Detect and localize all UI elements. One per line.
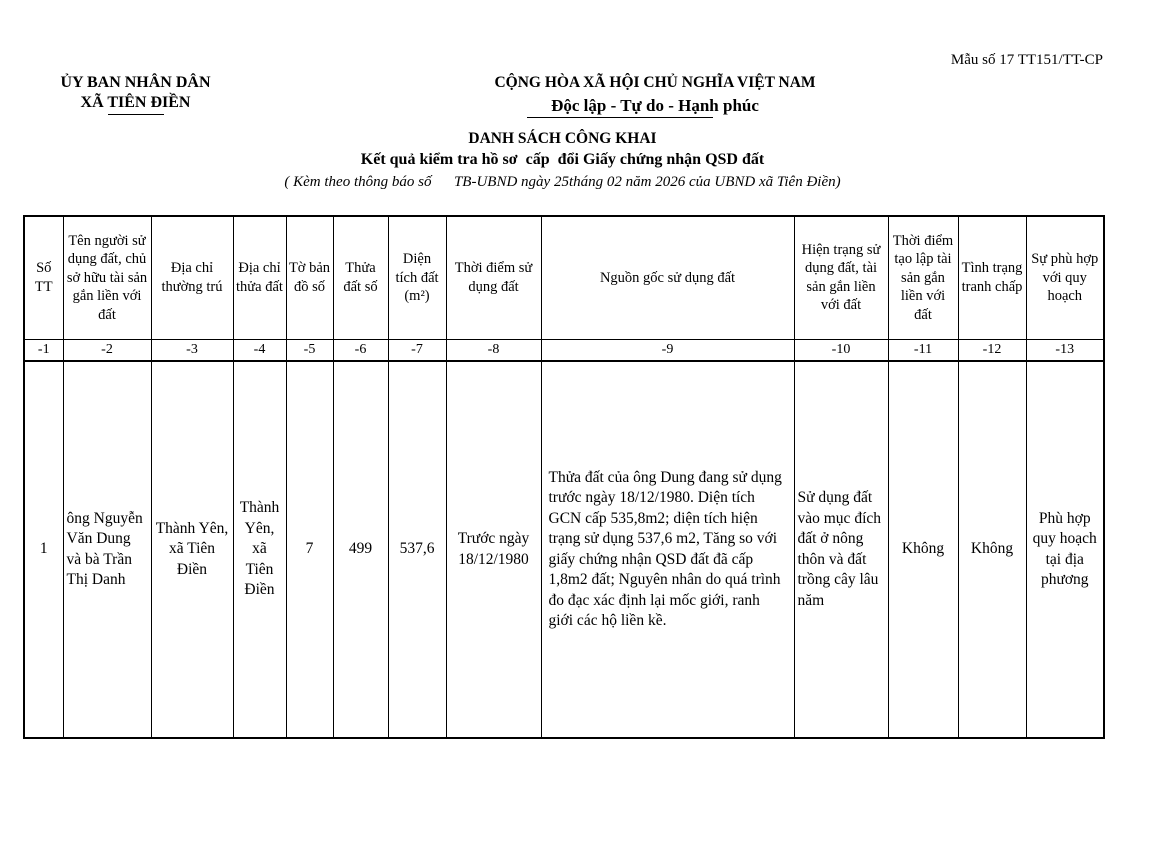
col-number-cell: -13 xyxy=(1026,339,1104,361)
col-number-cell: -12 xyxy=(958,339,1026,361)
cell-map-sheet: 7 xyxy=(286,361,333,738)
cell-stt: 1 xyxy=(24,361,63,738)
col-number-cell: -7 xyxy=(388,339,446,361)
table-header-row xyxy=(24,216,1104,339)
header-cell-dispute: Tình trạng tranh chấp xyxy=(958,216,1026,339)
cell-parcel-number: 499 xyxy=(333,361,388,738)
public-list-table xyxy=(23,215,1105,739)
col-number-cell: -10 xyxy=(794,339,888,361)
header-cell-use-time: Thời điểm sử dụng đất xyxy=(446,216,541,339)
cell-residence: Thành Yên, xã Tiên Điền xyxy=(151,361,233,738)
header-cell-parcel-address: Địa chỉ thửa đất xyxy=(233,216,286,339)
header-cell-landuser: Tên người sử dụng đất, chủ sở hữu tài sản gắn liền với đất xyxy=(63,216,151,339)
cell-origin: Thửa đất của ông Dung đang sử dụng trước ngày 18/12/1980. Diện tích GCN cấp 535,8m2; diện tích hiện trạng sử dụng 537,6 m2, Tăng so với giấy chứng nhận QSD đất đã cấp 1,8m2 đất; Nguyên nhân do quá trình đo đạc xác định lại mốc giới, ranh giới các hộ liền kề. xyxy=(541,361,794,738)
col-number-cell: -4 xyxy=(233,339,286,361)
cell-area: 537,6 xyxy=(388,361,446,738)
header-cell-origin: Nguồn gốc sử dụng đất xyxy=(541,216,794,339)
header-cell-residence: Địa chỉ thường trú xyxy=(151,216,233,339)
col-number-cell: -3 xyxy=(151,339,233,361)
header-cell-planning: Sự phù hợp với quy hoạch xyxy=(1026,216,1104,339)
page-subtitle: Kết quả kiểm tra hồ sơ cấp đổi Giấy chứng nhận QSD đất xyxy=(360,151,765,168)
page-title: DANH SÁCH CÔNG KHAI xyxy=(468,130,657,147)
issuer-underline xyxy=(108,114,164,115)
header-cell-area: Diện tích đất (m²) xyxy=(388,216,446,339)
document-title-block xyxy=(0,129,1125,192)
form-number: Mẫu số 17 TT151/TT-CP xyxy=(950,52,1103,68)
cell-asset-time: Không xyxy=(888,361,958,738)
col-number-cell: -2 xyxy=(63,339,151,361)
col-number-cell: -11 xyxy=(888,339,958,361)
header-cell-stt: Số TT xyxy=(24,216,63,339)
col-number-cell: -1 xyxy=(24,339,63,361)
cell-dispute: Không xyxy=(958,361,1026,738)
header-cell-asset-time: Thời điểm tạo lập tài sản gắn liền với đất xyxy=(888,216,958,339)
cell-current-status: Sử dụng đất vào mục đích đất ở nông thôn và đất trồng cây lâu năm xyxy=(794,361,888,738)
issuer-line2: XÃ TIÊN ĐIỀN xyxy=(80,94,191,111)
issuing-authority xyxy=(18,73,253,115)
cell-parcel-address: Thành Yên, xã Tiên Điền xyxy=(233,361,286,738)
col-number-cell: -6 xyxy=(333,339,388,361)
motto-underline xyxy=(527,117,713,118)
cell-use-time: Trước ngày 18/12/1980 xyxy=(446,361,541,738)
col-number-cell: -8 xyxy=(446,339,541,361)
national-title: CỘNG HÒA XÃ HỘI CHỦ NGHĨA VIỆT NAM xyxy=(494,74,816,91)
attachment-note: ( Kèm theo thông báo số TB-UBND ngày 25tháng 02 năm 2026 của UBND xã Tiên Điền) xyxy=(284,174,841,190)
column-number-row xyxy=(24,339,1104,361)
national-motto xyxy=(450,95,860,117)
issuer-line1: ỦY BAN NHÂN DÂN xyxy=(60,74,211,91)
header-cell-parcel-number: Thửa đất số xyxy=(333,216,388,339)
cell-planning: Phù hợp quy hoạch tại địa phương xyxy=(1026,361,1104,738)
header-cell-map-sheet: Tờ bản đồ số xyxy=(286,216,333,339)
motto-text: Độc lập - Tự do - Hạnh phúc xyxy=(551,96,759,115)
header-cell-current-status: Hiện trạng sử dụng đất, tài sản gắn liền với đất xyxy=(794,216,888,339)
col-number-cell: -9 xyxy=(541,339,794,361)
national-header xyxy=(450,73,860,117)
col-number-cell: -5 xyxy=(286,339,333,361)
cell-landuser: ông Nguyễn Văn Dung và bà Trần Thị Danh xyxy=(63,361,151,738)
table-row xyxy=(24,361,1104,738)
